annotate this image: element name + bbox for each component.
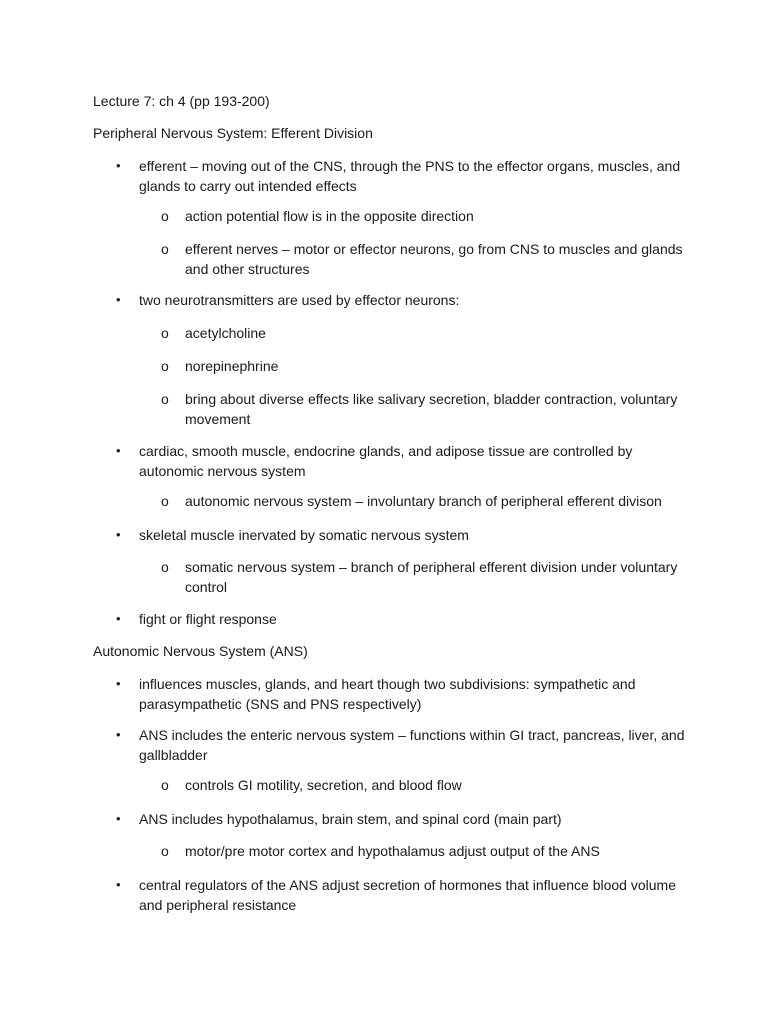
lecture-title: Lecture 7: ch 4 (pp 193-200): [93, 93, 270, 109]
sub-list-item-text: somatic nervous system – branch of peripheral efferent division under voluntary control: [185, 559, 678, 595]
list-item-text: influences muscles, glands, and heart though two subdivisions: sympathetic and parasympathetic (SNS and PNS respectively): [139, 676, 636, 712]
sub-bullet-marker: o: [161, 559, 169, 575]
section-heading-ans: Autonomic Nervous System (ANS): [93, 643, 308, 659]
sub-bullet-marker: o: [161, 843, 169, 859]
bullet-marker: •: [116, 727, 121, 742]
bullet-marker: •: [116, 527, 121, 542]
sub-bullet-marker: o: [161, 493, 169, 509]
sub-bullet-marker: o: [161, 208, 169, 224]
list-item-text: fight or flight response: [139, 611, 277, 627]
sub-list-item-text: efferent nerves – motor or effector neurons, go from CNS to muscles and glands and other structures: [185, 241, 683, 277]
bullet-marker: •: [116, 292, 121, 307]
sub-list-item-text: action potential flow is in the opposite direction: [185, 208, 474, 224]
sub-list-item-text: motor/pre motor cortex and hypothalamus adjust output of the ANS: [185, 843, 600, 859]
sub-bullet-marker: o: [161, 391, 169, 407]
list-item-text: efferent – moving out of the CNS, through the PNS to the effector organs, muscles, and glands to carry out intended effects: [139, 158, 681, 194]
sub-list-item-text: controls GI motility, secretion, and blood flow: [185, 777, 462, 793]
list-item-text: ANS includes hypothalamus, brain stem, and spinal cord (main part): [139, 811, 562, 827]
bullet-marker: •: [116, 676, 121, 691]
bullet-marker: •: [116, 811, 121, 826]
list-item-text: two neurotransmitters are used by effector neurons:: [139, 292, 460, 308]
sub-list-item-text: acetylcholine: [185, 325, 266, 341]
sub-list-item-text: bring about diverse effects like salivary secretion, bladder contraction, voluntary movement: [185, 391, 678, 427]
list-item-text: skeletal muscle inervated by somatic nervous system: [139, 527, 469, 543]
list-item-text: ANS includes the enteric nervous system – functions within GI tract, pancreas, liver, and gallbladder: [139, 727, 685, 763]
bullet-marker: •: [116, 443, 121, 458]
bullet-marker: •: [116, 158, 121, 173]
sub-bullet-marker: o: [161, 777, 169, 793]
section-heading-efferent: Peripheral Nervous System: Efferent Division: [93, 125, 373, 141]
list-item-text: central regulators of the ANS adjust secretion of hormones that influence blood volume and peripheral resistance: [139, 877, 676, 913]
sub-list-item-text: autonomic nervous system – involuntary branch of peripheral efferent divison: [185, 493, 662, 509]
sub-list-item-text: norepinephrine: [185, 358, 279, 374]
sub-bullet-marker: o: [161, 325, 169, 341]
sub-bullet-marker: o: [161, 358, 169, 374]
bullet-marker: •: [116, 877, 121, 892]
list-item-text: cardiac, smooth muscle, endocrine glands, and adipose tissue are controlled by autonomic nervous system: [139, 443, 633, 479]
bullet-marker: •: [116, 611, 121, 626]
sub-bullet-marker: o: [161, 241, 169, 257]
